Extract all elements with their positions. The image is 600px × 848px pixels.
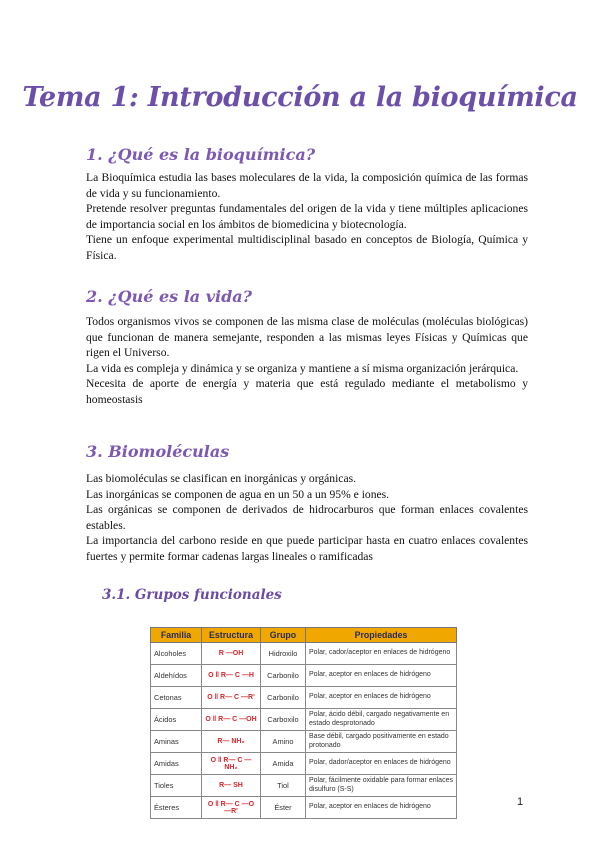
propiedades-cell: Polar, ácido débil, cargado negativamente en estado desprotonado — [306, 709, 457, 731]
paragraph: Necesita de aporte de energía y materia que está regulado mediante el metabolismo y homeostasis — [86, 377, 528, 406]
paragraph: La vida es compleja y dinámica y se organiza y mantiene a sí misma organización jerárquica. — [86, 361, 519, 375]
familia-cell: Ésteres — [151, 797, 202, 819]
propiedades-cell: Polar, cador/aceptor en enlaces de hidrógeno — [306, 643, 457, 665]
familia-cell: Tioles — [151, 775, 202, 797]
grupo-cell: Amida — [261, 753, 306, 775]
paragraph: Las orgánicas se componen de derivados de hidrocarburos que forman enlaces covalentes estables. — [86, 503, 528, 532]
estructura-cell: O ‖ R— C —NH₂ — [202, 753, 261, 775]
propiedades-cell: Polar, aceptor en enlaces de hidrógeno — [306, 687, 457, 709]
table-row — [151, 687, 457, 709]
page-number: 1 — [517, 796, 524, 808]
column-header: Grupo — [261, 628, 306, 643]
table-row — [151, 753, 457, 775]
estructura-cell: R— NH₂ — [202, 731, 261, 753]
table-header-row — [151, 628, 457, 643]
section-2-body — [86, 314, 528, 408]
propiedades-cell: Polar, dador/aceptor en enlaces de hidrógeno — [306, 753, 457, 775]
familia-cell: Aminas — [151, 731, 202, 753]
grupo-cell: Carbonilo — [261, 665, 306, 687]
grupo-cell: Tiol — [261, 775, 306, 797]
paragraph: Pretende resolver preguntas fundamentales del origen de la vida y tiene múltiples aplicaciones de importancia social en los ámbitos de biomedicina y biotecnología. — [86, 202, 528, 231]
table-row — [151, 709, 457, 731]
grupo-cell: Éster — [261, 797, 306, 819]
familia-cell: Amidas — [151, 753, 202, 775]
familia-cell: Cetonas — [151, 687, 202, 709]
estructura-cell: R —OH — [202, 643, 261, 665]
section-1-body — [86, 170, 528, 264]
estructura-cell: O ‖ R— C —O —R' — [202, 797, 261, 819]
table-row — [151, 643, 457, 665]
table-row — [151, 775, 457, 797]
table-row — [151, 665, 457, 687]
table-row — [151, 731, 457, 753]
paragraph: Tiene un enfoque experimental multidisciplinal basado en conceptos de Biología, Química y Física. — [86, 233, 528, 262]
paragraph: Todos organismos vivos se componen de las misma clase de moléculas (moléculas biológicas) que funcionan de manera semejante, responden a las mismas leyes Físicas y Químicas que rigen el Universo. — [86, 315, 528, 360]
estructura-cell: O ‖ R— C —OH — [202, 709, 261, 731]
grupo-cell: Amino — [261, 731, 306, 753]
column-header: Familia — [151, 628, 202, 643]
column-header: Propiedades — [306, 628, 457, 643]
grupo-cell: Carbonilo — [261, 687, 306, 709]
section-3-body — [86, 471, 528, 565]
familia-cell: Aldehídos — [151, 665, 202, 687]
propiedades-cell: Polar, aceptor en enlaces de hidrógeno — [306, 797, 457, 819]
paragraph: La importancia del carbono reside en que puede participar hasta en cuatro enlaces covalentes fuertes y permite formar cadenas largas lineales o ramificadas — [86, 534, 528, 563]
section-heading-1: 1. ¿Qué es la bioquímica? — [86, 145, 316, 164]
propiedades-cell: Polar, aceptor en enlaces de hidrógeno — [306, 665, 457, 687]
section-heading-3: 3. Biomoléculas — [86, 442, 230, 461]
section-heading-2: 2. ¿Qué es la vida? — [86, 287, 253, 306]
grupo-cell: Carboxilo — [261, 709, 306, 731]
estructura-cell: R— SH — [202, 775, 261, 797]
familia-cell: Alcoholes — [151, 643, 202, 665]
paragraph: Las inorgánicas se componen de agua en un 50 a un 95% e iones. — [86, 487, 390, 501]
grupo-cell: Hidroxilo — [261, 643, 306, 665]
page-title: Tema 1: Introducción a la bioquímica — [22, 82, 578, 113]
table-row — [151, 797, 457, 819]
familia-cell: Ácidos — [151, 709, 202, 731]
paragraph: Las biomoléculas se clasifican en inorgánicas y orgánicas. — [86, 472, 357, 485]
estructura-cell: O ‖ R— C —H — [202, 665, 261, 687]
paragraph: La Bioquímica estudia las bases moleculares de la vida, la composición química de las formas de vida y su funcionamiento. — [86, 171, 528, 200]
propiedades-cell: Polar, fácilmente oxidable para formar enlaces disulfuro (S-S) — [306, 775, 457, 797]
propiedades-cell: Base débil, cargado positivamente en estado protonado — [306, 731, 457, 753]
column-header: Estructura — [202, 628, 261, 643]
functional-groups-table — [150, 627, 457, 819]
subsection-heading: 3.1. Grupos funcionales — [102, 587, 282, 603]
estructura-cell: O ‖ R— C —R' — [202, 687, 261, 709]
